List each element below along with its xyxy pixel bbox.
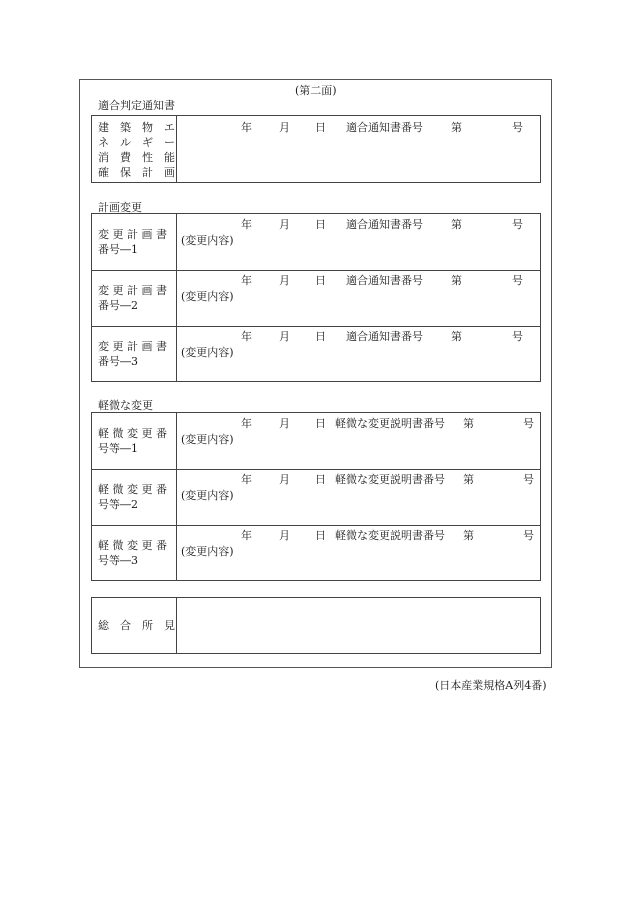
plan-change-label-line-1: 変 更 計 画 書 — [98, 340, 167, 353]
dai-label: 第 — [451, 330, 462, 343]
change-content-label: (変更内容) — [181, 545, 234, 558]
notice-label-line-2: ネ ル ギ ー — [98, 136, 175, 149]
form-page — [79, 79, 552, 668]
plan-change-value-cell[interactable] — [177, 327, 540, 381]
summary-label-cell — [92, 598, 177, 653]
plan-changes-table — [91, 213, 541, 382]
change-content-label: (変更内容) — [181, 489, 234, 502]
month-label: 月 — [279, 274, 290, 287]
plan-change-label-line-2: 番号―3 — [98, 355, 138, 368]
minor-change-value-cell[interactable] — [177, 526, 540, 580]
year-label: 年 — [241, 330, 252, 343]
number-label: 軽微な変更説明書番号 — [335, 473, 445, 486]
plan-change-label-cell — [92, 214, 177, 270]
plan-change-label-cell — [92, 327, 177, 381]
dai-label: 第 — [463, 529, 474, 542]
minor-change-label-line-1: 軽 微 変 更 番 — [98, 427, 167, 440]
minor-change-label-line-2: 号等―3 — [98, 554, 138, 567]
month-label: 月 — [279, 473, 290, 486]
go-label: 号 — [512, 121, 523, 134]
change-content-label: (変更内容) — [181, 346, 234, 359]
month-label: 月 — [279, 218, 290, 231]
change-content-label: (変更内容) — [181, 234, 234, 247]
notice-label-cell — [92, 116, 177, 182]
plan-change-label-line-2: 番号―2 — [98, 299, 138, 312]
minor-change-label-line-1: 軽 微 変 更 番 — [98, 483, 167, 496]
day-label: 日 — [315, 330, 326, 343]
go-label: 号 — [523, 417, 534, 430]
day-label: 日 — [315, 218, 326, 231]
month-label: 月 — [279, 417, 290, 430]
year-label: 年 — [241, 529, 252, 542]
change-content-label: (変更内容) — [181, 433, 234, 446]
dai-label: 第 — [451, 218, 462, 231]
summary-value-cell[interactable] — [177, 598, 540, 653]
dai-label: 第 — [451, 121, 462, 134]
plan-change-label-line-1: 変 更 計 画 書 — [98, 284, 167, 297]
year-label: 年 — [241, 417, 252, 430]
plan-change-value-cell[interactable] — [177, 214, 540, 270]
year-label: 年 — [241, 274, 252, 287]
plan-change-label-line-2: 番号―1 — [98, 243, 138, 256]
summary-table — [91, 597, 541, 654]
month-label: 月 — [279, 529, 290, 542]
minor-change-label-cell — [92, 526, 177, 580]
plan-changes-section-title: 計画変更 — [98, 201, 142, 214]
notice-label-line-3: 消 費 性 能 — [98, 151, 175, 164]
number-label: 適合通知書番号 — [346, 121, 423, 134]
notice-value-cell[interactable] — [177, 116, 540, 182]
minor-change-row-3 — [92, 525, 540, 580]
footer-note: (日本産業規格A列4番) — [435, 679, 547, 692]
minor-change-row-2 — [92, 469, 540, 525]
year-label: 年 — [241, 218, 252, 231]
plan-change-row-1 — [92, 214, 540, 270]
minor-change-label-line-2: 号等―2 — [98, 498, 138, 511]
minor-changes-table — [91, 412, 541, 581]
plan-change-label-cell — [92, 271, 177, 326]
plan-change-value-cell[interactable] — [177, 271, 540, 326]
minor-change-label-line-1: 軽 微 変 更 番 — [98, 539, 167, 552]
notice-table — [91, 115, 541, 183]
dai-label: 第 — [463, 417, 474, 430]
plan-change-row-3 — [92, 326, 540, 381]
notice-label-line-1: 建 築 物 エ — [98, 121, 175, 134]
notice-label-line-4: 確 保 計 画 — [98, 166, 175, 179]
month-label: 月 — [279, 121, 290, 134]
number-label: 適合通知書番号 — [346, 218, 423, 231]
day-label: 日 — [315, 529, 326, 542]
minor-change-label-cell — [92, 470, 177, 525]
day-label: 日 — [315, 417, 326, 430]
day-label: 日 — [315, 274, 326, 287]
minor-changes-section-title: 軽微な変更 — [98, 399, 153, 412]
day-label: 日 — [315, 473, 326, 486]
minor-change-value-cell[interactable] — [177, 470, 540, 525]
plan-change-row-2 — [92, 270, 540, 326]
change-content-label: (変更内容) — [181, 290, 234, 303]
minor-change-label-cell — [92, 413, 177, 469]
go-label: 号 — [523, 473, 534, 486]
number-label: 適合通知書番号 — [346, 274, 423, 287]
plan-change-label-line-1: 変 更 計 画 書 — [98, 228, 167, 241]
notice-section-title: 適合判定通知書 — [98, 99, 175, 112]
day-label: 日 — [315, 121, 326, 134]
minor-change-value-cell[interactable] — [177, 413, 540, 469]
go-label: 号 — [512, 330, 523, 343]
number-label: 適合通知書番号 — [346, 330, 423, 343]
dai-label: 第 — [451, 274, 462, 287]
go-label: 号 — [512, 274, 523, 287]
dai-label: 第 — [463, 473, 474, 486]
number-label: 軽微な変更説明書番号 — [335, 417, 445, 430]
page-label: (第二面) — [295, 84, 337, 97]
go-label: 号 — [512, 218, 523, 231]
minor-change-label-line-2: 号等―1 — [98, 442, 138, 455]
month-label: 月 — [279, 330, 290, 343]
number-label: 軽微な変更説明書番号 — [335, 529, 445, 542]
year-label: 年 — [241, 121, 252, 134]
minor-change-row-1 — [92, 413, 540, 469]
year-label: 年 — [241, 473, 252, 486]
summary-label: 総 合 所 見 — [98, 619, 175, 632]
go-label: 号 — [523, 529, 534, 542]
